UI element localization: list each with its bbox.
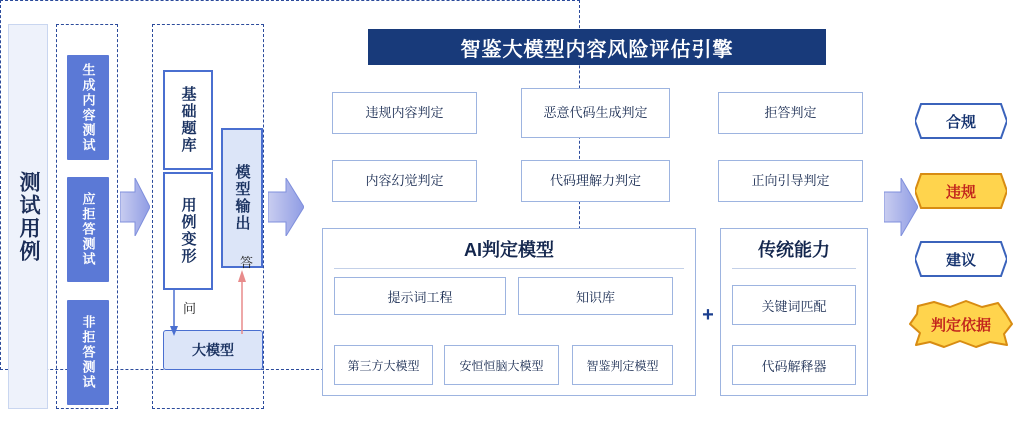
result-label-3: 判定依据 <box>930 316 991 334</box>
judgement-cell-3[interactable]: 内容幻觉判定 <box>332 160 477 202</box>
flow-arrow-1 <box>120 178 150 236</box>
result-banner-2 <box>915 238 1007 280</box>
base-question-bank[interactable]: 基础题库 <box>163 70 213 170</box>
result-label-1: 违规 <box>945 183 976 201</box>
engine-title: 智鉴大模型内容风险评估引擎 <box>368 29 826 65</box>
result-banner-3 <box>908 300 1014 348</box>
judgement-cell-2[interactable]: 拒答判定 <box>718 92 863 134</box>
test-case-item-1[interactable]: 应拒答测试 <box>67 177 109 282</box>
test-cases-label: 测试用例 <box>8 24 48 409</box>
test-case-item-0[interactable]: 生成内容测试 <box>67 55 109 160</box>
ask-label: 问 <box>183 301 197 316</box>
ai-model-item-0[interactable]: 提示词工程 <box>334 277 506 315</box>
traditional-item-1[interactable]: 代码解释器 <box>732 345 856 385</box>
result-banner-0 <box>915 100 1007 142</box>
result-label-0: 合规 <box>945 113 976 131</box>
ai-model-item-2[interactable]: 第三方大模型 <box>334 345 433 385</box>
traditional-item-0[interactable]: 关键词匹配 <box>732 285 856 325</box>
test-case-group <box>56 24 118 409</box>
case-transform-box[interactable]: 用例变形 <box>163 172 213 290</box>
judgement-cell-1[interactable]: 恶意代码生成判定 <box>521 88 670 138</box>
model-output-box[interactable]: 模型输出 <box>221 128 263 268</box>
big-model-box[interactable]: 大模型 <box>163 330 263 370</box>
result-banner-1 <box>915 170 1007 212</box>
ai-model-item-1[interactable]: 知识库 <box>518 277 673 315</box>
ai-group-divider <box>334 268 684 269</box>
ai-model-item-3[interactable]: 安恒恒脑大模型 <box>444 345 559 385</box>
traditional-group-divider <box>732 268 856 269</box>
ai-model-group-title: AI判定模型 <box>464 240 554 260</box>
answer-label: 答 <box>240 255 254 270</box>
test-case-item-2[interactable]: 非拒答测试 <box>67 300 109 405</box>
flow-arrow-3 <box>884 178 918 236</box>
flow-arrow-2 <box>268 178 304 236</box>
judgement-cell-4[interactable]: 代码理解力判定 <box>521 160 670 202</box>
answer-connector <box>236 268 266 334</box>
ai-model-item-4[interactable]: 智鉴判定模型 <box>572 345 673 385</box>
traditional-capability-title: 传统能力 <box>758 240 830 260</box>
result-label-2: 建议 <box>945 251 976 269</box>
judgement-cell-5[interactable]: 正向引导判定 <box>718 160 863 202</box>
plus-icon: + <box>702 303 714 326</box>
judgement-cell-0[interactable]: 违规内容判定 <box>332 92 477 134</box>
